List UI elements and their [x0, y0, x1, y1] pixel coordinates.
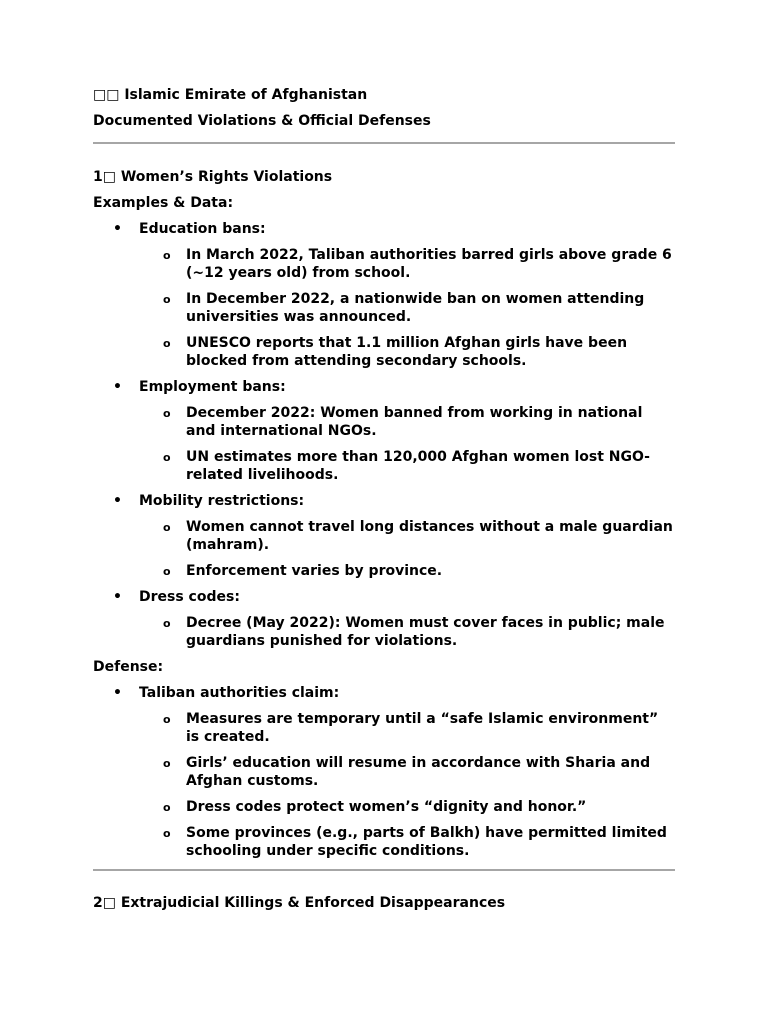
- bullet-icon: •: [113, 379, 122, 395]
- bullet-icon: •: [113, 589, 122, 605]
- bullet-title: Employment bans:: [139, 379, 286, 395]
- sub-bullet-text: UNESCO reports that 1.1 million Afghan girls have been blocked from attending secondary schools.: [186, 335, 628, 369]
- sub-bullet-text: Decree (May 2022): Women must cover faces in public; male guardians punished for violations.: [186, 615, 665, 649]
- sub-bullet-text: December 2022: Women banned from working in national and international NGOs.: [186, 405, 643, 439]
- sub-bullet-text: Dress codes protect women’s “dignity and honor.”: [186, 799, 587, 815]
- sub-bullet-item: [93, 404, 675, 440]
- flag-icon: □□: [93, 87, 120, 103]
- sub-bullet-item: [93, 562, 675, 580]
- sub-bullet-item: [93, 824, 675, 860]
- sub-bullet-icon: o: [163, 451, 171, 464]
- section-heading: 1□ Women’s Rights Violations: [93, 169, 333, 185]
- bullet-item-dress-codes: [93, 588, 675, 606]
- sub-bullet-item: [93, 710, 675, 746]
- sub-bullet-icon: o: [163, 249, 171, 262]
- defense-label: Defense:: [93, 659, 164, 675]
- bullet-icon: •: [113, 221, 122, 237]
- sub-bullet-text: Girls’ education will resume in accordance with Sharia and Afghan customs.: [186, 755, 651, 789]
- document-subtitle: Documented Violations & Official Defenses: [93, 113, 431, 129]
- sub-bullet-text: Enforcement varies by province.: [186, 563, 443, 579]
- country-name: Islamic Emirate of Afghanistan: [124, 87, 368, 103]
- sub-bullet-icon: o: [163, 827, 171, 840]
- bullet-icon: •: [113, 493, 122, 509]
- bullet-title: Dress codes:: [139, 589, 240, 605]
- sub-bullet-text: Women cannot travel long distances without a male guardian (mahram).: [186, 519, 673, 553]
- bullet-item-education-bans: [93, 220, 675, 238]
- bullet-title: Taliban authorities claim:: [139, 685, 340, 701]
- sub-bullet-text: UN estimates more than 120,000 Afghan women lost NGO-related livelihoods.: [186, 449, 650, 483]
- horizontal-divider: [93, 869, 675, 871]
- sub-bullet-item: [93, 334, 675, 370]
- document-title: [93, 86, 675, 104]
- sub-bullet-item: [93, 518, 675, 554]
- bullet-item-taliban-claims: [93, 684, 675, 702]
- sub-bullet-icon: o: [163, 407, 171, 420]
- sub-bullet-icon: o: [163, 565, 171, 578]
- examples-label: Examples & Data:: [93, 195, 234, 211]
- document-page: [93, 86, 675, 920]
- sub-bullet-item: [93, 246, 675, 282]
- sub-bullet-item: [93, 754, 675, 790]
- section-heading: 2□ Extrajudicial Killings & Enforced Disappearances: [93, 895, 506, 911]
- sub-bullet-item: [93, 614, 675, 650]
- sub-bullet-icon: o: [163, 617, 171, 630]
- sub-bullet-text: In March 2022, Taliban authorities barred girls above grade 6 (~12 years old) from school.: [186, 247, 672, 281]
- sub-bullet-icon: o: [163, 757, 171, 770]
- horizontal-divider: [93, 142, 675, 144]
- sub-bullet-item: [93, 448, 675, 484]
- sub-bullet-icon: o: [163, 337, 171, 350]
- sub-bullet-icon: o: [163, 801, 171, 814]
- bullet-title: Education bans:: [139, 221, 266, 237]
- sub-bullet-icon: o: [163, 293, 171, 306]
- sub-bullet-text: Some provinces (e.g., parts of Balkh) have permitted limited schooling under specific conditions.: [186, 825, 667, 859]
- bullet-item-employment-bans: [93, 378, 675, 396]
- sub-bullet-icon: o: [163, 713, 171, 726]
- sub-bullet-icon: o: [163, 521, 171, 534]
- sub-bullet-item: [93, 798, 675, 816]
- bullet-icon: •: [113, 685, 122, 701]
- sub-bullet-item: [93, 290, 675, 326]
- sub-bullet-text: In December 2022, a nationwide ban on women attending universities was announced.: [186, 291, 645, 325]
- bullet-title: Mobility restrictions:: [139, 493, 305, 509]
- sub-bullet-text: Measures are temporary until a “safe Islamic environment” is created.: [186, 711, 659, 745]
- bullet-item-mobility-restrictions: [93, 492, 675, 510]
